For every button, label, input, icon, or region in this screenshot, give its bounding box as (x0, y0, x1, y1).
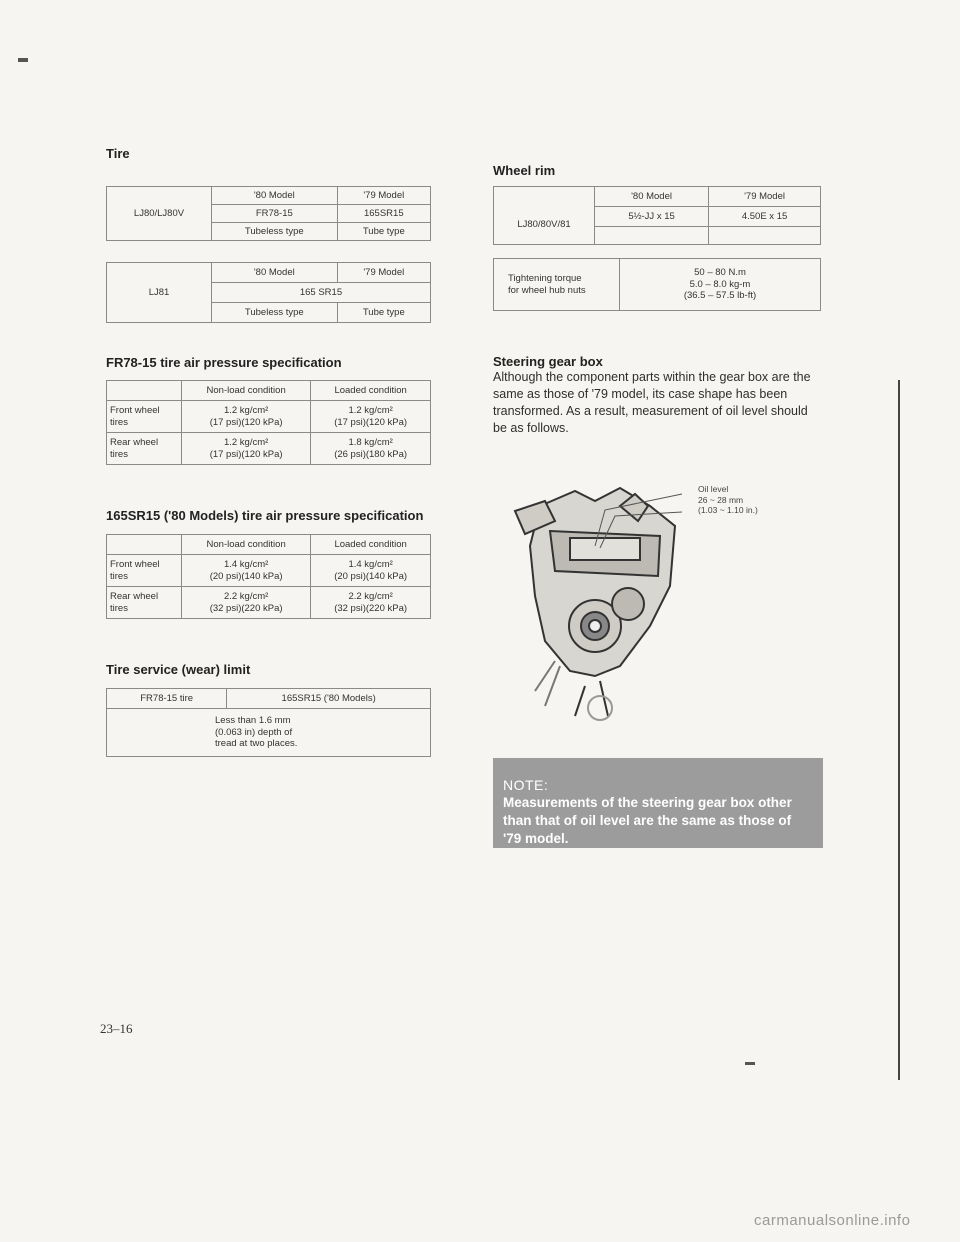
scan-edge (898, 380, 900, 1080)
row-label: Rear wheel tires (107, 433, 182, 465)
cell: '79 Model (337, 187, 430, 205)
cell: FR78-15 (212, 205, 338, 223)
row-label: Rear wheel tires (107, 587, 182, 619)
rim-heading: Wheel rim (493, 163, 556, 178)
watermark: carmanualsonline.info (754, 1212, 911, 1229)
cell: 1.2 kg/cm² (17 psi)(120 kPa) (182, 433, 311, 465)
cell: 2.2 kg/cm² (32 psi)(220 kPa) (311, 587, 431, 619)
torque-table (493, 258, 821, 311)
cell: Less than 1.6 mm (0.063 in) depth of tread at two places. (107, 709, 431, 757)
steering-heading: Steering gear box (493, 354, 603, 369)
row-label: Front wheel tires (107, 401, 182, 433)
cell: '80 Model (595, 187, 709, 207)
note-text: Measurements of the steering gear box other than that of oil level are the same as those of '79 model. (503, 795, 792, 846)
cell: 1.2 kg/cm² (17 psi)(120 kPa) (311, 401, 431, 433)
cell: Loaded condition (311, 381, 431, 401)
tire-table-model: LJ81 (107, 263, 212, 323)
cell: Non-load condition (182, 381, 311, 401)
cell: Tube type (337, 223, 430, 241)
cell: Tube type (337, 303, 430, 323)
row-label: Front wheel tires (107, 555, 182, 587)
cell: '79 Model (709, 187, 821, 207)
cell: '79 Model (337, 263, 430, 283)
cell: 165SR15 (337, 205, 430, 223)
rim-model: LJ80/80V/81 (494, 207, 595, 245)
cell: FR78-15 tire (107, 689, 227, 709)
cell: 1.4 kg/cm² (20 psi)(140 kPa) (311, 555, 431, 587)
sr165-heading: 165SR15 ('80 Models) tire air pressure specification (106, 508, 424, 523)
wheel-rim-table (493, 186, 821, 245)
scan-mark (745, 1062, 755, 1065)
cell: '80 Model (212, 263, 338, 283)
tire-heading: Tire (106, 146, 130, 161)
tire-table-model: LJ80/LJ80V (107, 187, 212, 241)
sr165-pressure-table (106, 534, 431, 619)
scan-mark (18, 58, 28, 62)
tire-table-lj80 (106, 186, 431, 241)
cell: 1.2 kg/cm² (17 psi)(120 kPa) (182, 401, 311, 433)
cell: 4.50E x 15 (709, 207, 821, 227)
torque-label: Tightening torque for wheel hub nuts (494, 259, 620, 311)
cell: Loaded condition (311, 535, 431, 555)
cell: 2.2 kg/cm² (32 psi)(220 kPa) (182, 587, 311, 619)
service-heading: Tire service (wear) limit (106, 662, 251, 677)
cell: 165SR15 ('80 Models) (227, 689, 431, 709)
fr78-pressure-table (106, 380, 431, 465)
service-limit-table (106, 688, 431, 757)
cell: 1.4 kg/cm² (20 psi)(140 kPa) (182, 555, 311, 587)
cell: Non-load condition (182, 535, 311, 555)
steering-paragraph: Although the component parts within the gear box are the same as those of '79 model, its case shape has been transformed. As a result, measurement of oil level should be as follows. (493, 370, 811, 435)
note-title: NOTE: (503, 777, 549, 793)
cell: '80 Model (212, 187, 338, 205)
torque-value: 50 – 80 N.m 5.0 – 8.0 kg-m (36.5 – 57.5 lb-ft) (620, 259, 821, 311)
cell: 165 SR15 (212, 283, 431, 303)
tire-table-lj81 (106, 262, 431, 323)
fr78-heading: FR78-15 tire air pressure specification (106, 355, 342, 370)
cell: Tubeless type (212, 303, 338, 323)
cell: 5½-JJ x 15 (595, 207, 709, 227)
page-number: 23–16 (100, 1021, 133, 1036)
note-box (493, 758, 823, 848)
oil-level-label: Oil level 26 ~ 28 mm (1.03 ~ 1.10 in.) (698, 484, 758, 515)
steering-gear-box-illustration (500, 476, 700, 726)
cell: Tubeless type (212, 223, 338, 241)
cell: 1.8 kg/cm² (26 psi)(180 kPa) (311, 433, 431, 465)
